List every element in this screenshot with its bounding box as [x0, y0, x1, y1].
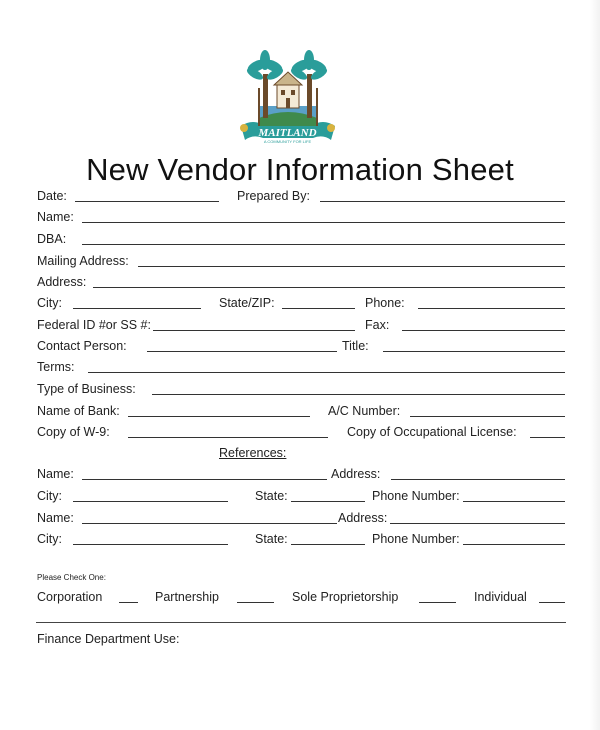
dba-field[interactable]: [82, 244, 565, 245]
terms-label: Terms:: [37, 360, 75, 374]
contact-person-label: Contact Person:: [37, 339, 127, 353]
ref1-name-field[interactable]: [82, 479, 327, 480]
ac-number-label: A/C Number:: [328, 404, 401, 418]
ref1-city-field[interactable]: [73, 501, 228, 502]
logo-subtext: A COMMUNITY FOR LIFE: [263, 139, 312, 144]
page-title: New Vendor Information Sheet: [86, 152, 514, 187]
ref2-state-field[interactable]: [291, 544, 365, 545]
option-corporation-label: Corporation: [37, 590, 103, 604]
mailing-address-field[interactable]: [138, 266, 565, 267]
title-label: Title:: [342, 339, 369, 353]
type-of-business-label: Type of Business:: [37, 382, 136, 396]
state-zip-field[interactable]: [282, 308, 355, 309]
ref1-city-label: City:: [37, 489, 62, 503]
copy-occ-license-field[interactable]: [530, 437, 565, 438]
type-of-business-field[interactable]: [152, 394, 565, 395]
ref1-phone-label: Phone Number:: [372, 489, 460, 503]
address-label: Address:: [37, 275, 87, 289]
ref1-state-field[interactable]: [291, 501, 365, 502]
date-field[interactable]: [75, 201, 219, 202]
copy-occ-license-label: Copy of Occupational License:: [347, 425, 517, 439]
page-edge-shadow: [590, 0, 600, 730]
phone-label: Phone:: [365, 296, 405, 310]
ref1-state-label: State:: [255, 489, 288, 503]
ref2-address-label: Address:: [338, 511, 388, 525]
city-label: City:: [37, 296, 62, 310]
ref2-address-field[interactable]: [390, 523, 565, 524]
date-label: Date:: [37, 189, 67, 203]
ref2-phone-field[interactable]: [463, 544, 565, 545]
mailing-address-label: Mailing Address:: [37, 254, 129, 268]
prepared-by-field[interactable]: [320, 201, 565, 202]
ref2-city-label: City:: [37, 532, 62, 546]
option-corporation-checkline[interactable]: [119, 602, 138, 603]
option-sole-proprietorship-checkline[interactable]: [419, 602, 456, 603]
phone-field[interactable]: [418, 308, 565, 309]
ref2-name-label: Name:: [37, 511, 74, 525]
state-zip-label: State/ZIP:: [219, 296, 275, 310]
ref1-address-label: Address:: [331, 467, 381, 481]
title-field[interactable]: [383, 351, 565, 352]
copy-w9-label: Copy of W-9:: [37, 425, 110, 439]
option-individual-checkline[interactable]: [539, 602, 565, 603]
check-one-note: Please Check One:: [37, 573, 106, 582]
dba-label: DBA:: [37, 232, 67, 246]
section-divider: [36, 622, 566, 623]
name-of-bank-label: Name of Bank:: [37, 404, 120, 418]
ref1-name-label: Name:: [37, 467, 74, 481]
federal-id-label: Federal ID #or SS #:: [37, 318, 151, 332]
name-of-bank-field[interactable]: [128, 416, 310, 417]
federal-id-field[interactable]: [153, 330, 355, 331]
copy-w9-field[interactable]: [128, 437, 328, 438]
name-label: Name:: [37, 210, 74, 224]
terms-field[interactable]: [88, 372, 565, 373]
ref1-address-field[interactable]: [391, 479, 565, 480]
ref2-phone-label: Phone Number:: [372, 532, 460, 546]
maitland-logo: [235, 48, 340, 148]
logo-text: MAITLAND: [258, 127, 317, 139]
contact-person-field[interactable]: [147, 351, 337, 352]
option-partnership-label: Partnership: [155, 590, 219, 604]
prepared-by-label: Prepared By:: [237, 189, 310, 203]
ref2-city-field[interactable]: [73, 544, 228, 545]
finance-dept-label: Finance Department Use:: [37, 632, 180, 646]
city-field[interactable]: [73, 308, 201, 309]
references-heading: References:: [219, 446, 287, 460]
fax-field[interactable]: [402, 330, 565, 331]
ref1-phone-field[interactable]: [463, 501, 565, 502]
option-sole-proprietorship-label: Sole Proprietorship: [292, 590, 399, 604]
option-partnership-checkline[interactable]: [237, 602, 274, 603]
ref2-state-label: State:: [255, 532, 288, 546]
name-field[interactable]: [82, 222, 565, 223]
fax-label: Fax:: [365, 318, 390, 332]
ac-number-field[interactable]: [410, 416, 565, 417]
option-individual-label: Individual: [474, 590, 527, 604]
ref2-name-field[interactable]: [82, 523, 337, 524]
address-field[interactable]: [93, 287, 565, 288]
